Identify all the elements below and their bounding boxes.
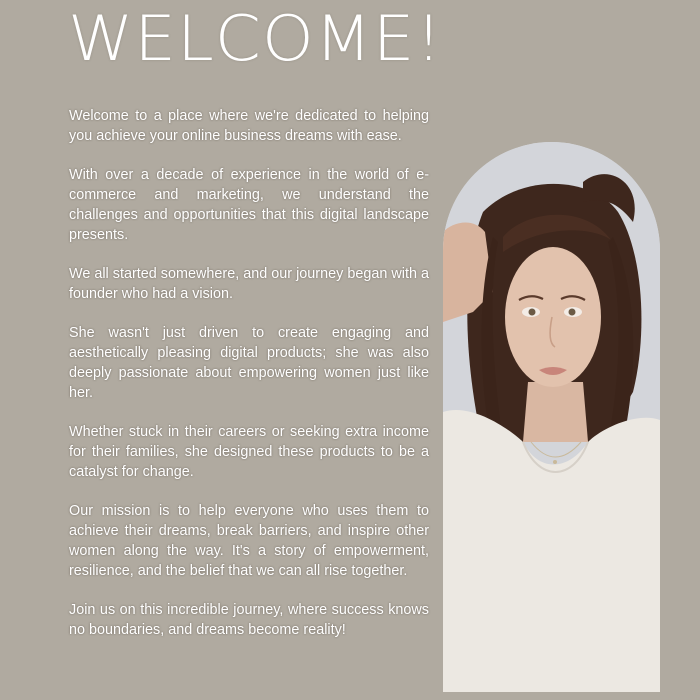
intro-text <box>69 106 429 659</box>
founder-portrait <box>443 142 660 692</box>
page-title: WELCOME! <box>68 2 443 76</box>
paragraph-founder: She wasn't just driven to create engaging and aesthetically pleasing digital products; she was also deeply passionate about empowering women just like her. <box>69 325 429 401</box>
paragraph-welcome: Welcome to a place where we're dedicated to helping you achieve your online business dreams with ease. <box>69 108 429 144</box>
paragraph-experience: With over a decade of experience in the world of e-commerce and marketing, we understand the challenges and opportunities that this digital landscape presents. <box>69 167 429 243</box>
paragraph-invitation: Join us on this incredible journey, where success knows no boundaries, and dreams become reality! <box>69 602 429 638</box>
paragraph-mission: Our mission is to help everyone who uses them to achieve their dreams, break barriers, and inspire other women along the way. It's a story of empowerment, resilience, and the belief that we can all rise together. <box>69 503 429 579</box>
paragraph-beginning: We all started somewhere, and our journey began with a founder who had a vision. <box>69 266 429 302</box>
portrait-illustration <box>443 142 660 692</box>
paragraph-products: Whether stuck in their careers or seeking extra income for their families, she designed these products to be a catalyst for change. <box>69 424 429 480</box>
